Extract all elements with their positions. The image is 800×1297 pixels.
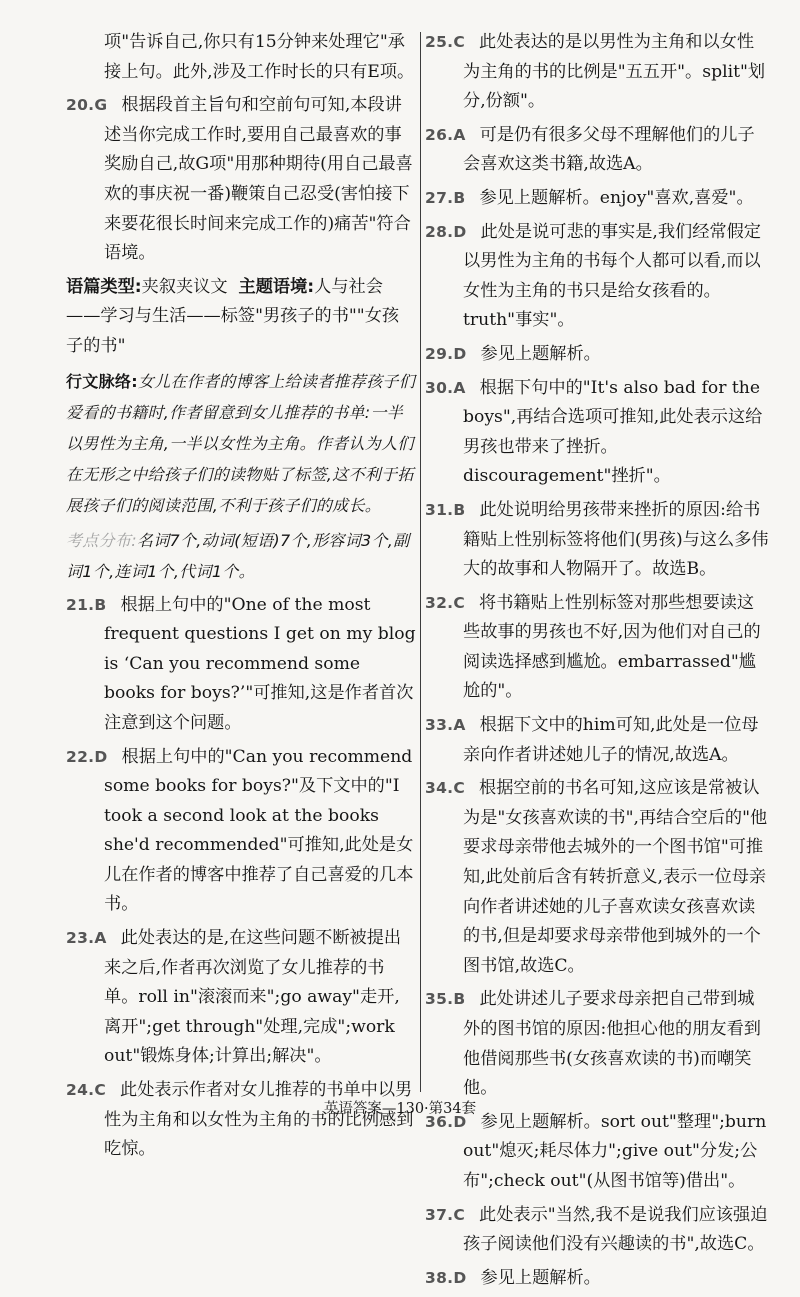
answer-item-38 [425,1264,770,1294]
answer-item-21 [66,591,416,739]
answer-explanation: 根据下句中的"It's also bad for the boys",再结合选项可推知,此处表示这给男孩也带来了挫折。discouragement"挫折"。 [463,377,763,487]
answer-item-31 [425,496,770,585]
answer-number: 31.B [425,500,466,519]
answer-explanation: 根据下文中的him可知,此处是一位母亲向作者讲述她儿子的情况,故选A。 [463,715,759,765]
answer-explanation: 可是仍有很多父母不理解他们的儿子会喜欢这类书籍,故选A。 [463,124,755,175]
answer-explanation: 此处表达的是以男性为主角和以女性为主角的书的比例是"五五开"。split"划分,份额"。 [463,32,766,112]
genre-label: 语篇类型: [66,276,142,297]
answer-explanation: 根据上句中的"One of the most frequent questions I get on my blog is ‘Can you recommend some books for boys?’"可推知,这是作者首次注意到这个问题。 [104,594,416,733]
answer-number: 38.D [425,1268,467,1287]
answer-item-20 [66,91,416,269]
answer-number: 22.D [66,747,108,766]
answer-explanation: 此处说明给男孩带来挫折的原因:给书籍贴上性别标签将他们(男孩)与这么多伟大的故事和人物隔开了。故选B。 [463,499,769,580]
answer-item-22 [66,743,416,921]
answer-explanation: 参见上题解析。 [480,343,601,364]
answer-letter: D [94,747,108,766]
answer-letter: C [453,593,466,612]
genre-value: 夹叙夹议文 [141,276,228,297]
page-footer: 英语答案—130·第34套 [323,1101,477,1117]
answer-letter: A [453,125,466,144]
answer-letter: B [453,990,466,1009]
context-label: 行文脉络: [66,371,138,391]
answer-item-37 [425,1201,770,1260]
answer-explanation: 根据上句中的"Can you recommend some books for boys?"及下文中的"I took a second look at the books she'd recommended"可推知,此处是女儿在作者的博客中推荐了自己喜爱的几本书。 [104,746,414,915]
answer-number: 26.A [425,125,466,144]
theme-label: 主题语境: [238,276,315,297]
answer-letter: D [453,1268,467,1287]
answer-item-35 [425,985,770,1103]
answer-explanation: 将书籍贴上性别标签对那些想要读这些故事的男孩也不好,因为他们对自己的阅读选择感到尴尬。embarrassed"尴尬的"。 [463,592,761,702]
context-text: 女儿在作者的博客上给读者推荐孩子们爱看的书籍时,作者留意到女儿推荐的书单:一半以男性为主角,一半以女性为主角。作者认为人们在无形之中给孩子们的读物贴了标签,这不利于拓展孩子们的阅读范围,不利于孩子们的成长。 [66,371,416,515]
answer-explanation: 参见上题解析。 [480,1267,601,1288]
answer-number: 33.A [425,716,466,735]
answer-explanation: 参见上题解析。sort out"整理";burn out"熄灭;耗尽体力";give out"分发;公布";check out"(从图书馆等)借出"。 [463,1111,767,1191]
answer-letter: D [453,222,467,241]
answer-number: 24.C [66,1081,107,1100]
answer-item-32 [425,589,770,707]
answer-letter: B [453,500,466,519]
answer-explanation: 根据空前的书名可知,这应该是常被认为是"女孩喜欢读的书",再结合空后的"他要求母亲带他去城外的一个图书馆"可推知,此处前后含有转折意义,表示一位母亲向作者讲述她的儿子喜欢读女孩喜欢读的书,但是却要求母亲带他到城外的一个图书馆,故选C。 [463,778,768,976]
answer-explanation: 此处讲述儿子要求母亲把自己带到城外的图书馆的原因:他担心他的朋友看到他借阅那些书(女孩喜欢读的书)而嘲笑他。 [463,989,761,1099]
answer-number: 20.G [66,96,108,115]
answer-item-25 [425,28,770,117]
answer-number: 35.B [425,990,466,1009]
answer-letter: A [94,929,107,948]
answer-letter: C [453,779,466,798]
answer-letter: C [453,33,466,51]
answer-letter: D [453,344,467,363]
answer-explanation: 参见上题解析。enjoy"喜欢,喜爱"。 [479,187,754,208]
answer-number: 36.D [425,1112,467,1131]
left-column [66,28,416,1169]
answer-letter: A [453,378,466,397]
answer-explanation: 此处表达的是,在这些问题不断被提出来之后,作者再次浏览了女儿推荐的书单。roll in"滚滚而来";go away"走开,离开";get through"处理,完成";work out"锻炼身体;计算出;解决"。 [104,928,402,1067]
q19-continuation: 项"告诉自己,你只有15分钟来处理它"承接上句。此外,涉及工作时长的只有E项。 [104,32,415,82]
column-divider [420,32,421,1092]
answer-explanation: 根据段首主旨句和空前句可知,本段讲述当你完成工作时,要用自己最喜欢的事奖励自己,故G项"用那种期待(用自己最喜欢的事庆祝一番)鞭策自己忍受(害怕接下来要花很长时间来完成工作的)痛苦"符合语境。 [104,95,413,264]
answer-number: 25.C [425,33,466,51]
answer-explanation: 此处表示作者对女儿推荐的书单中以男性为主角和以女性为主角的书的比例感到吃惊。 [104,1080,414,1160]
genre-block [66,273,416,362]
answer-item-23 [66,924,416,1072]
answer-number: 21.B [66,595,107,614]
answer-item-33 [425,711,770,770]
answer-letter: G [94,96,108,115]
answer-explanation: 此处表示"当然,我不是说我们应该强迫孩子阅读他们没有兴趣读的书",故选C。 [463,1204,768,1255]
answer-number: 30.A [425,378,466,397]
answer-item-34 [425,774,770,981]
points-label: 考点分布: [66,530,137,550]
answer-letter: D [453,1112,467,1131]
context-block [66,366,416,521]
answer-item-28 [425,218,770,336]
answer-number: 37.C [425,1205,466,1224]
answer-letter: B [94,595,107,614]
theme-value: 人与社会——学习与生活——标签"男孩子的书""女孩子的书" [66,276,400,356]
answer-letter: C [453,1205,466,1224]
answer-item-26 [425,121,770,180]
answer-letter: B [453,188,466,207]
answer-item-30 [425,374,770,492]
points-block [66,525,416,587]
points-text: 名词7个,动词(短语)7个,形容词3个,副词1个,连词1个,代词1个。 [66,530,410,581]
answer-item-27 [425,184,770,214]
answer-letter: C [94,1081,107,1100]
answer-number: 23.A [66,929,107,948]
answer-number: 32.C [425,593,466,612]
answer-number: 29.D [425,344,467,363]
answer-item-29 [425,340,770,370]
answer-explanation: 此处是说可悲的事实是,我们经常假定以男性为主角的书每个人都可以看,而以女性为主角的书只是给女孩看的。truth"事实"。 [463,221,761,331]
answer-letter: A [453,716,466,735]
answer-number: 34.C [425,779,466,798]
answer-number: 27.B [425,188,466,207]
answer-number: 28.D [425,222,467,241]
